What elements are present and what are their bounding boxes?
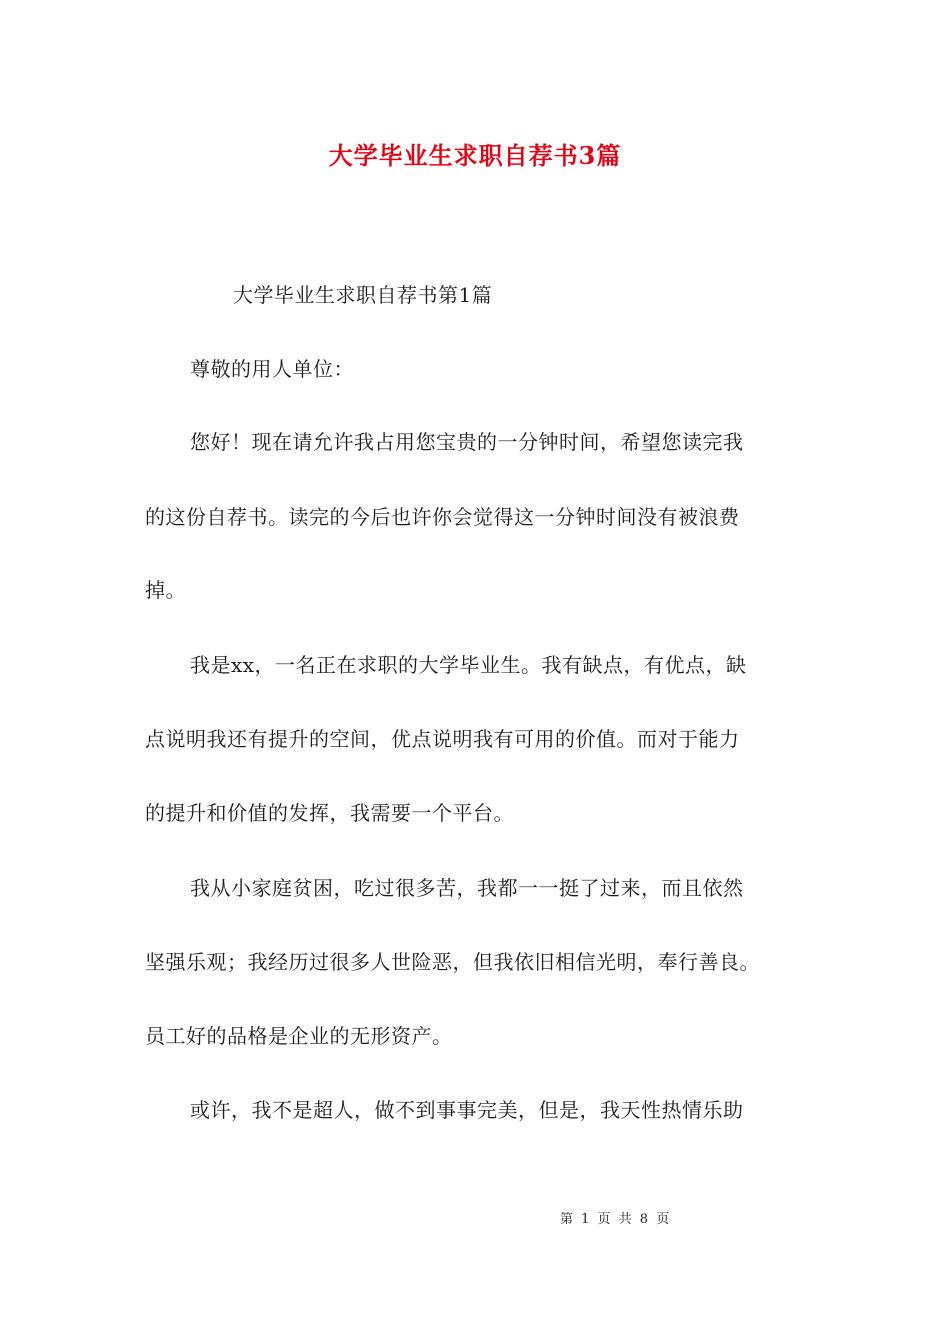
- section-heading: 大学毕业生求职自荐书第1篇: [233, 283, 493, 307]
- paragraph-line: 掉。: [145, 578, 186, 602]
- page-number: 第 1 页 共 8 页: [560, 1212, 672, 1227]
- paragraph-line: 员工好的品格是企业的无形资产。: [145, 1024, 453, 1048]
- paragraph-line: 坚强乐观；我经历过很多人世险恶，但我依旧相信光明，奉行善良。: [145, 950, 760, 974]
- paragraph-line: 的这份自荐书。读完的今后也许你会觉得这一分钟时间没有被浪费: [145, 505, 740, 529]
- paragraph-line: 我从小家庭贫困，吃过很多苦，我都一一挺了过来，而且依然: [190, 876, 744, 900]
- paragraph-line: 的提升和价值的发挥，我需要一个平台。: [145, 801, 514, 825]
- paragraph-line: 点说明我还有提升的空间，优点说明我有可用的价值。而对于能力: [145, 727, 740, 751]
- document-title: 大学毕业生求职自荐书3篇: [328, 141, 622, 170]
- paragraph-line: 您好！现在请允许我占用您宝贵的一分钟时间，希望您读完我: [190, 430, 744, 454]
- paragraph-line: 或许，我不是超人，做不到事事完美，但是，我天性热情乐助: [190, 1098, 744, 1122]
- salutation: 尊敬的用人单位：: [190, 357, 354, 381]
- paragraph-line: 我是xx，一名正在求职的大学毕业生。我有缺点，有优点，缺: [190, 653, 747, 677]
